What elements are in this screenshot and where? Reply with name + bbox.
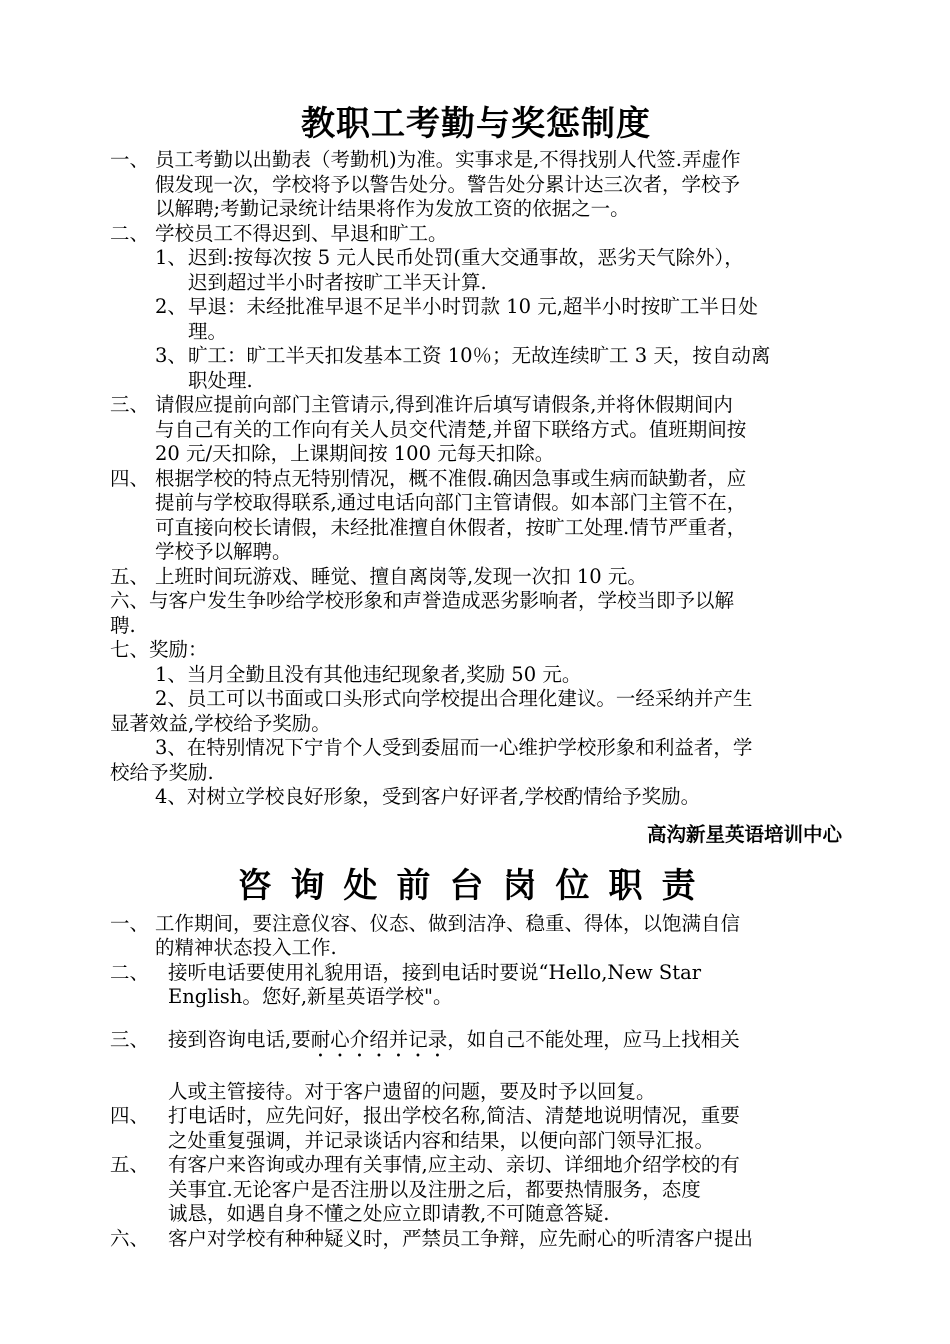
rule-item-1-line-1: 一、 员工考勤以出勤表（考勤机)为准。实事求是,不得找别人代签.弄虚作 [110, 148, 741, 171]
reward-2: 2、员工可以书面或口头形式向学校提出合理化建议。一经采纳并产生 [155, 687, 753, 710]
duty-item-5: 五、 有客户来咨询或办理有关事情,应主动、亲切、详细地介绍学校的有 [110, 1153, 740, 1176]
rule-item-5: 五、 上班时间玩游戏、睡觉、擅自离岗等,发现一次扣 10 元。 [110, 564, 647, 588]
reward-3: 3、在特别情况下宁肯个人受到委屈而一心维护学校形象和利益者，学 [155, 736, 753, 759]
rule-item-7-heading: 七、奖励： [110, 638, 208, 661]
sub-item-late-line-2: 迟到超过半小时者按旷工半天计算. [188, 270, 487, 294]
rule-item-3-line-2: 与自己有关的工作向有关人员交代清楚,并留下联络方式。值班期间按 [155, 417, 747, 441]
duty-item-2-line-2: English。您好,新星英语学校"。 [168, 985, 453, 1008]
rule-item-2: 二、 学校员工不得迟到、早退和旷工。 [110, 221, 448, 245]
rule-item-6-line-2: 聘. [110, 613, 136, 637]
item-marker: 二、 [110, 221, 150, 245]
signature: 高沟新星英语培训中心 [646, 822, 842, 846]
duty-item-3-line-2: 人或主管接待。对于客户遗留的问题，要及时予以回复。 [168, 1079, 656, 1103]
reward-1: 1、当月全勤且没有其他违纪现象者,奖励 50 元。 [155, 662, 582, 686]
rule-item-1-line-2: 假发现一次，学校将予以警告处分。警告处分累计达三次者，学校予 [155, 172, 741, 196]
sub-item-early-leave-line-2: 理。 [188, 319, 228, 343]
section-title: 咨询处前台岗位职责 [237, 865, 715, 906]
duty-item-1-line-2: 的精神状态投入工作. [155, 936, 337, 959]
duty-item-5-line-3: 诚恳，如遇自身不懂之处应立即请教,不可随意答疑. [168, 1202, 610, 1225]
reward-4: 4、对树立学校良好形象，受到客户好评者,学校酌情给予奖励。 [155, 785, 701, 808]
sub-item-early-leave: 2、 早退：未经批准早退不足半小时罚款 10 元,超半小时按旷工半日处 [155, 295, 758, 318]
rule-item-6: 六、与客户发生争吵给学校形象和声誉造成恶劣影响者，学校当即予以解 [110, 589, 735, 612]
sub-item-late: 1、 迟到:按每次按 5 元人民币处罚(重大交通事故，恶劣天气除外）， [155, 246, 744, 269]
rule-item-3-line-3: 20 元/天扣除，上课期间按 100 元每天扣除。 [155, 442, 555, 465]
duty-item-5-line-2: 关事宜.无论客户是否注册以及注册之后，都要热情服务，态度 [168, 1177, 701, 1201]
duty-item-4: 四、 打电话时，应先问好，报出学校名称,简洁、清楚地说明情况，重要 [110, 1104, 740, 1127]
duty-item-3: 三、 接到咨询电话,要耐心介绍并记录，如自己不能处理，应马上找相关 [110, 1028, 842, 1062]
page-title: 教职工考勤与奖惩制度 [301, 104, 651, 144]
rule-item-1-line-3: 以解聘;考勤记录统计结果将作为发放工资的依据之一。 [155, 197, 630, 220]
item-marker: 一、 [110, 148, 150, 171]
rule-item-4: 四、 根据学校的特点无特别情况，概不准假.确因急事或生病而缺勤者，应 [110, 466, 747, 490]
rule-item-4-line-4: 学校予以解聘。 [155, 540, 292, 563]
duty-item-2: 二、 接听电话要使用礼貌用语，接到电话时要说“Hello,New Star [110, 960, 702, 984]
document-page [110, 100, 842, 1251]
reward-2-line-2: 显著效益,学校给予奖励。 [110, 711, 331, 735]
emphasized-text: 耐心介绍并记录 [310, 1027, 448, 1051]
reward-3-line-2: 校给予奖励. [110, 760, 214, 784]
rule-item-4-line-2: 提前与学校取得联系,通过电话向部门主管请假。如本部门主管不在， [155, 491, 747, 514]
duty-item-4-line-2: 之处重复强调，并记录谈话内容和结果，以便向部门领导汇报。 [168, 1128, 715, 1152]
sub-item-absence: 3、 旷工：旷工半天扣发基本工资 10％；无故连续旷工 3 天，按自动离 [155, 344, 771, 367]
duty-item-3-text: 接到咨询电话,要耐心介绍并记录，如自己不能处理，应马上找相关 [168, 1027, 740, 1051]
duty-item-1: 一、 工作期间，要注意仪容、仪态、做到洁净、稳重、得体，以饱满自信 [110, 911, 741, 935]
sub-item-absence-line-2: 职处理. [188, 368, 253, 392]
rule-item-3: 三、 请假应提前向部门主管请示,得到准许后填写请假条,并将休假期间内 [110, 393, 733, 416]
rule-item-4-line-3: 可直接向校长请假，未经批准擅自休假者，按旷工处理.情节严重者， [155, 515, 747, 539]
duty-item-6: 六、 客户对学校有种种疑义时，严禁员工争辩，应先耐心的听清客户提出 [110, 1226, 754, 1250]
